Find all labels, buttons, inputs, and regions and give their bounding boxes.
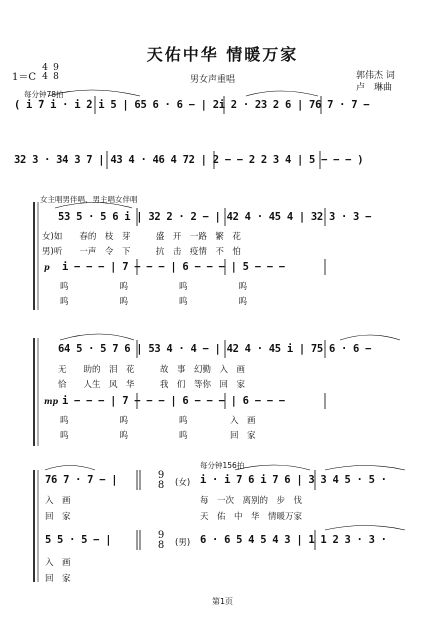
composer-credit: 卢 琳曲 bbox=[356, 83, 393, 93]
subtitle: 男女声重唱 bbox=[190, 75, 236, 85]
acc-lyric-row-3a: 呜 呜 呜 呜 bbox=[60, 282, 248, 292]
melody-row-5a: 76 7 · 7 − | bbox=[45, 474, 118, 486]
lyric-row-3-male: 男)听 一声 令 下 抗 击 疫情 不 怕 bbox=[42, 247, 241, 257]
melody-row-6b: 6 · 6 5 4 5 4 3 | 1 1 2 3 · 3 · bbox=[200, 534, 387, 546]
accompaniment-row-3: i − − − | 7 − − − | 6 − − − | 5 − − − bbox=[62, 261, 285, 273]
melody-row-6a: 5 5 · 5 − | bbox=[45, 534, 112, 546]
accompaniment-row-4: i − − − | 7 − − − | 6 − − − | 6 − − − bbox=[62, 395, 285, 407]
lyric-row-6-2: 回 家 bbox=[45, 574, 71, 584]
lyric-row-5b-2: 天 佑 中 华 情暖万家 bbox=[200, 512, 303, 522]
lyric-row-5a-1: 入 画 bbox=[45, 496, 71, 506]
tempo-marking-2: 每分钟156拍 bbox=[200, 461, 245, 470]
lyricist-credit: 郭伟杰 词 bbox=[356, 71, 395, 81]
meter-change-9-8-male: 9 8 bbox=[157, 530, 165, 551]
lyric-row-4a: 无 助的 泪 花 故 事 幻勤 入 画 bbox=[58, 365, 246, 375]
voice-label-male: (男) bbox=[175, 538, 191, 548]
dynamic-marking-p: p bbox=[44, 262, 50, 272]
notation-row-1: ( i ̇7 i · i ̇2 i 5 | 65 6 · 6 − | 2i 2 · 23 2 6 | 76 7 · 7 − bbox=[14, 99, 370, 111]
key-signature: 1＝C bbox=[12, 72, 37, 83]
voice-label-female: (女) bbox=[175, 478, 191, 488]
melody-row-3: 53 5 · 5 6 i | 32 2 · 2 − | 42 4 · 45 4 | 32 3 · 3 − bbox=[58, 211, 372, 223]
lyric-row-5b-1: 每 一次 离别的 步 伐 bbox=[200, 496, 303, 506]
lyric-row-3-female: 女)如 春的 枝 芽 盛 开 一路 繁 花 bbox=[42, 232, 241, 242]
notation-row-2: 32 3 · 34 3 7 | 43 4 · 46 4 72 | 2 − − 2 2 3 4 | 5 − − − ) bbox=[14, 154, 364, 166]
section-note: 女主唱男伴唱、男主唱女伴唱 bbox=[40, 195, 138, 204]
melody-row-4: 64 5 · 5 7 6 | 53 4 · 4 − | 42 4 · 45 i | 75 6 · 6 − bbox=[58, 343, 372, 355]
melody-row-5b: i · i 7 6 i 7 6 | 3 3 4 5 · 5 · bbox=[200, 474, 387, 486]
tempo-marking: 每分钟78拍 bbox=[24, 90, 64, 99]
lyric-row-5a-2: 回 家 bbox=[45, 512, 71, 522]
acc-lyric-row-4a: 呜 呜 呜 入 画 bbox=[60, 416, 256, 426]
lyric-row-6-1: 入 画 bbox=[45, 558, 71, 568]
meter-change-9-8: 9 8 bbox=[157, 470, 165, 491]
dynamic-marking-mp: mp bbox=[44, 396, 59, 406]
song-title: 天佑中华 情暖万家 bbox=[146, 45, 299, 64]
lyric-row-4b: 恰 人生 风 华 我 们 等你 回 家 bbox=[58, 380, 246, 390]
time-signature-2: 9 8 bbox=[53, 63, 59, 82]
time-signature-1: 4 4 bbox=[42, 63, 48, 82]
acc-lyric-row-4b: 呜 呜 呜 回 家 bbox=[60, 431, 256, 441]
acc-lyric-row-3b: 呜 呜 呜 呜 bbox=[60, 297, 248, 307]
page-number: 第1页 bbox=[211, 597, 234, 606]
